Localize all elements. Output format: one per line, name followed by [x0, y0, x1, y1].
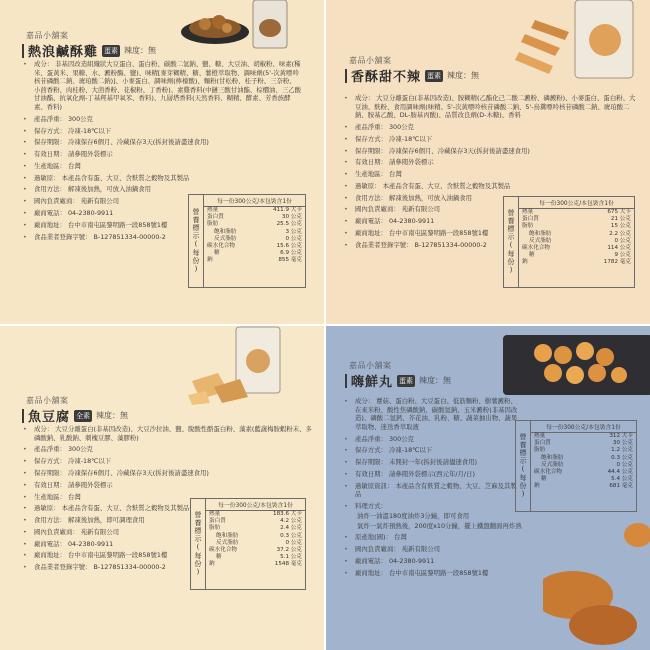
nutrient-value: 1548 毫克 — [274, 561, 302, 568]
diet-badge: 蛋素 — [104, 46, 119, 55]
product-photo-fish-tofu — [188, 325, 308, 405]
divider-vertical — [324, 0, 326, 650]
nutrition-header: 每一份300公克/本包裝含1份 — [531, 421, 636, 433]
nutrient-name: 糖 — [214, 250, 220, 257]
nutrient-value: 3 公克 — [285, 228, 302, 235]
nutrient-name: 飽和脂肪 — [541, 454, 564, 461]
nutrient-name: 脂肪 — [207, 221, 219, 228]
info-key: 有效日期： — [355, 469, 387, 478]
info-key: 生產地區： — [34, 161, 66, 170]
info-key: 食品業者登錄字號： — [34, 232, 92, 241]
nutrient-value: 25.5 公克 — [276, 221, 302, 228]
nutrient-value: 37.2 公克 — [276, 547, 302, 554]
info-key: 國內負責廠商： — [355, 545, 400, 554]
info-item — [20, 174, 302, 183]
info-item — [20, 425, 312, 442]
info-value: 冷凍-18℃以下 — [67, 457, 112, 466]
info-value: 300公克 — [388, 434, 414, 443]
info-value: 大豆分離蛋白(非基因改造)、胺糊精(乙酯化己二酸二澱粉、磷澱粉)、小麥蛋白、蛋白粉、大豆油、麩粉、食用調味劑(味精、5'-次黃嘌呤核苷磷酸二鈉、5'-鳥糞嘌呤核苷磷酸二鈉、琥珀酸二鈉、胺基乙酸、DL-胺基丙酸)、品質改良劑(D-木糖)、香料 — [355, 94, 636, 120]
info-key: 產品淨重： — [34, 445, 66, 454]
info-value: 本產品含有麩質之穀物、大豆、芝麻及其製品 — [355, 481, 517, 499]
info-value: 本產品含有蛋、大豆、含麩質之穀物及其製品 — [61, 504, 190, 513]
nutrient-name: 糖 — [216, 554, 222, 561]
title-bar — [22, 409, 24, 423]
nutrient-value: 44.4 公克 — [607, 469, 633, 476]
info-item — [341, 135, 639, 144]
info-key: 保存方式： — [34, 457, 66, 466]
info-key: 國內負責廠商： — [34, 527, 79, 536]
nutrient-value: 30 公克 — [612, 440, 633, 447]
nutrient-value: 0 公克 — [285, 539, 302, 546]
info-key: 國內負責廠商： — [34, 197, 79, 206]
nutrition-row — [204, 236, 305, 243]
nutrient-value: 4.2 公克 — [280, 518, 302, 525]
info-key: 食品業者登錄字號： — [355, 240, 413, 249]
info-item — [341, 458, 523, 467]
info-key: 過敏原： — [34, 173, 60, 182]
nutrient-value: 0 公克 — [616, 461, 633, 468]
nutrient-name: 鈉 — [534, 483, 540, 490]
info-key: 料理方式： — [355, 502, 387, 511]
nutrient-name: 熱量 — [207, 207, 219, 213]
info-item — [341, 435, 523, 444]
nutrient-name: 糖 — [541, 476, 547, 483]
nutrient-name: 碳水化合物 — [209, 547, 237, 554]
info-value: 台中市南屯區黎明路一段858號1樓 — [388, 229, 489, 237]
product-title: 香酥甜不辣 — [351, 70, 422, 85]
info-key: 成分： — [34, 425, 54, 433]
spice-level: 辣度：無 — [96, 411, 129, 420]
diet-badge: 蛋素 — [427, 71, 442, 80]
nutrient-value: 411.9 大卡 — [273, 207, 302, 213]
info-value: 苑新有限公司 — [80, 197, 120, 206]
info-value: 台中市南屯區黎明路一段858號1樓 — [67, 220, 168, 229]
info-key: 保存方式： — [355, 134, 387, 143]
nutrient-value: 6.9 公克 — [280, 250, 302, 257]
info-value: 台灣 — [67, 161, 81, 170]
nutrition-row — [206, 561, 305, 568]
info-item — [341, 170, 639, 179]
nutrient-name: 飽和脂肪 — [216, 532, 239, 539]
nutrition-row — [531, 447, 636, 454]
nutrition-row — [204, 257, 305, 264]
info-item — [341, 533, 523, 542]
info-item — [20, 445, 312, 454]
info-key: 廠商電話： — [355, 217, 387, 226]
info-value: 300公克 — [67, 445, 93, 454]
nutrient-value: 5.4 公克 — [611, 476, 633, 483]
nutrient-value: 2.4 公克 — [280, 525, 302, 532]
info-value: 冷凍-18℃以下 — [388, 134, 433, 143]
panel-fish-tofu — [0, 325, 325, 650]
nutrient-name: 蛋白質 — [522, 216, 539, 223]
info-value: 油炸一油溫180度油炸3分鐘，即可食用 — [357, 511, 470, 520]
nutrient-name: 鈉 — [207, 257, 213, 264]
nutrient-value: 21 公克 — [610, 216, 631, 223]
nutrition-table — [188, 194, 306, 288]
product-photo-fried-chicken — [175, 0, 295, 50]
nutrition-row — [531, 455, 636, 462]
info-value: 300公克 — [388, 122, 414, 131]
info-key: 廠商地址： — [34, 220, 66, 229]
info-item — [341, 545, 523, 554]
info-value: 冷凍-18℃以下 — [388, 446, 433, 455]
info-key: 保存方式： — [34, 126, 66, 135]
info-value: 未開封一年(拆封後請儘速食用) — [388, 458, 478, 467]
info-key: 廠商地址： — [34, 551, 66, 560]
info-key: 產品淨重： — [355, 122, 387, 131]
info-value: B-127851334-00000-2 — [93, 232, 166, 241]
info-value: 台灣 — [67, 492, 81, 501]
nutrition-row — [204, 229, 305, 236]
info-key: 有效日期： — [34, 150, 66, 159]
nutrient-value: 0.3 公克 — [611, 454, 633, 461]
nutrient-value: 5.1 公克 — [280, 554, 302, 561]
nutrition-row — [206, 533, 305, 540]
info-value: 300公克 — [67, 114, 93, 123]
nutrient-name: 熱量 — [209, 511, 221, 517]
nutrition-table — [503, 196, 635, 288]
info-key: 廠商地址： — [355, 568, 387, 577]
nutrient-name: 熱量 — [534, 433, 546, 439]
info-key: 過敏原： — [355, 181, 381, 190]
info-key: 原產地(國)： — [355, 533, 392, 542]
info-key: 廠商地址： — [355, 229, 387, 237]
info-key: 廠商電話： — [34, 209, 66, 217]
title-row — [345, 66, 479, 85]
info-value: 冷凍保存6個月、冷藏保存3天(拆封後請盡速食用) — [67, 468, 209, 477]
info-value: 解凍後加熱，即可調理食用 — [67, 516, 145, 525]
info-value: 04-2380-9911 — [67, 539, 114, 548]
info-value: 請參閱外袋標示 — [67, 480, 113, 489]
diet-badge: 蛋素 — [399, 376, 414, 385]
info-key: 過敏原資訊： — [355, 481, 394, 490]
info-value: 冷凍保存6個月、冷藏保存3天(拆封後請盡速食用) — [67, 138, 209, 147]
spice-level: 辣度：無 — [447, 71, 480, 80]
info-key: 食用方法： — [355, 193, 387, 202]
info-value: 台中市南屯區黎明路一段858號1樓 — [67, 551, 168, 560]
product-photo-tempura — [505, 0, 645, 80]
nutrient-name: 鈉 — [522, 259, 528, 266]
info-item — [341, 512, 523, 521]
info-value: 本產品含有蛋、大豆、含麩質之穀物及其製品 — [382, 181, 511, 190]
product-info-list — [341, 397, 523, 581]
info-key: 保存期限： — [355, 458, 387, 467]
nutrition-row — [206, 525, 305, 532]
info-key: 廠商電話： — [34, 539, 66, 548]
info-key: 有效日期： — [355, 158, 387, 167]
nutrient-name: 脂肪 — [534, 447, 546, 454]
info-item — [20, 150, 302, 159]
info-value: 大豆分離蛋白(非基因改造)、大豆沙拉油、鹽、脫酸性酪蛋白粉、藻素(藍蔬梅胺蝦粉末、多磷酸鈉、乳酸鈉、刺槐豆膠、藻膠粉) — [34, 425, 312, 442]
info-key: 生產地區： — [355, 170, 387, 179]
info-item — [341, 94, 639, 120]
brand-label: 嘉品小舖案 — [349, 361, 392, 370]
nutrition-row — [519, 238, 634, 245]
nutrition-row — [531, 462, 636, 469]
title-bar — [345, 374, 347, 388]
nutrient-value: 0 公克 — [614, 237, 631, 244]
info-value: 蕈菇、蛋白粉、大豆蛋白、低筋麵粉、樹薯澱粉、在來米粉、酸性焦磷酸鈉、碳酸氫鈉、玉米澱粉(非基因改造)、磷酸二氫鈣、芥花油、乳粉、糖、蔬菜抽出物、蔬果萃取物、迷迭香萃取液 — [355, 397, 518, 431]
info-key: 生產地區： — [34, 492, 66, 501]
info-key: 廠商電話： — [355, 556, 387, 565]
title-bar — [22, 44, 24, 58]
brand-label: 嘉品小舖案 — [26, 31, 69, 40]
info-item — [20, 138, 302, 147]
info-item — [341, 123, 639, 132]
product-title: 魚豆腐 — [28, 410, 71, 425]
info-item — [341, 502, 523, 511]
nutrient-name: 蛋白質 — [534, 440, 551, 447]
info-value: B-127851334-00000-2 — [93, 563, 166, 572]
nutrient-value: 15 公克 — [610, 223, 631, 230]
nutrient-value: 30 公克 — [281, 214, 302, 221]
info-value: 冷凍-18℃以下 — [67, 126, 112, 135]
nutrient-name: 飽和脂肪 — [214, 228, 237, 235]
info-item — [20, 127, 302, 136]
info-value: 台灣 — [388, 170, 402, 179]
info-item — [20, 185, 302, 194]
info-value: 非基因改造組織狀大豆蛋白、蛋白粉、碳酸二氫鈉、鹽、糖、大豆油、胡椒粉、味素(稀米、蛋黃米、果糖、水、澱粉酶、鹽)、味精[麥芽糊精、糖、薯橙萃取物、調味劑(5'-次黃嘌呤核苷磷酸二鈉、琥珀酸二鈉)]、小麥蛋白、調味劑(檸檬酸)、麵粉(甘松粉、桂子粉、三奈粉、小茴香粉、肉桂粉、大茴香粉、花椒粉、丁香粉)、素雞香料(中鏈三酸甘油酯、棕櫚油、三乙酸甘油酯、抗氧化劑-丁基羥基甲氧苯、香料)、九層塔香料(天然香料、糊精、酵素、芳香族酵素、香料) — [34, 60, 302, 111]
nutrient-name: 熱量 — [522, 209, 534, 215]
info-value: 苑新有限公司 — [80, 527, 120, 536]
nutrition-row — [204, 221, 305, 228]
nutrient-name: 碳水化合物 — [207, 243, 235, 250]
title-row — [22, 41, 156, 60]
nutrient-name: 脂肪 — [522, 223, 534, 230]
info-value: 解凍後加熱，可放入油鍋食用 — [388, 193, 473, 202]
nutrient-value: 1782 毫克 — [603, 259, 631, 266]
nutrient-name: 糖 — [529, 252, 535, 259]
nutrient-value: 312 大卡 — [609, 433, 633, 439]
brand-label: 嘉品小舖案 — [26, 396, 69, 405]
spice-level: 辣度：無 — [124, 46, 157, 55]
nutrient-name: 飽和脂肪 — [529, 230, 552, 237]
nutrition-table — [190, 498, 306, 590]
nutrition-row — [519, 259, 634, 266]
info-key: 食品業者登錄字號： — [34, 563, 92, 572]
spice-level: 辣度：無 — [419, 376, 452, 385]
title-row — [345, 371, 451, 390]
info-key: 有效日期： — [34, 480, 66, 489]
nutrition-table — [515, 420, 637, 512]
panel-fried-chicken — [0, 0, 325, 325]
info-item — [341, 569, 523, 578]
info-item — [341, 158, 639, 167]
product-title: 嗨鮮丸 — [351, 375, 394, 390]
info-key: 成分： — [355, 94, 375, 102]
info-key: 食用方法： — [34, 516, 66, 525]
info-value: 冷凍保存6個月、冷藏保存3天(拆封後請盡速食用) — [388, 146, 530, 155]
info-value: 台中市南屯區黎明路一段858號1樓 — [388, 568, 489, 577]
brand-label: 嘉品小舖案 — [349, 56, 392, 65]
info-value: 台灣 — [393, 533, 407, 542]
nutrition-label: 營養標示(每份) — [191, 499, 206, 589]
info-value: 請參閱外袋標示(西元年/月/日) — [388, 469, 475, 478]
nutrient-name: 蛋白質 — [209, 518, 226, 525]
nutrition-label: 營養標示(每份) — [516, 421, 531, 511]
info-key: 保存期限： — [34, 138, 66, 147]
product-title: 熱浪鹹酥雞 — [28, 45, 99, 60]
info-value: 04-2380-9911 — [388, 217, 435, 226]
info-key: 保存方式： — [355, 446, 387, 455]
info-key: 保存期限： — [355, 146, 387, 155]
panel-mushroom-balls — [325, 325, 650, 650]
info-value: 04-2380-9911 — [388, 556, 435, 565]
info-item — [341, 147, 639, 156]
nutrient-value: 183.6 大卡 — [273, 511, 302, 517]
info-key: 成分： — [355, 397, 375, 405]
nutrition-row — [519, 223, 634, 230]
info-item — [20, 162, 302, 171]
info-value: 請參閱外袋標示 — [388, 158, 434, 167]
info-key: 國內負責廠商： — [355, 205, 400, 214]
nutrient-name: 反式脂肪 — [541, 461, 564, 468]
info-item — [20, 60, 302, 112]
info-item — [341, 182, 639, 191]
info-value: 04-2380-9911 — [67, 209, 114, 217]
info-value: 苑新有限公司 — [401, 545, 441, 554]
info-item — [20, 115, 302, 124]
info-value: 解凍後加熱，可放入油鍋食用 — [67, 185, 152, 194]
nutrient-value: 0.3 公克 — [280, 532, 302, 539]
nutrient-name: 反式脂肪 — [529, 237, 552, 244]
nutrient-name: 蛋白質 — [207, 214, 224, 221]
nutrient-value: 15.6 公克 — [276, 243, 302, 250]
info-value: 苑新有限公司 — [401, 205, 441, 214]
nutrient-value: 114 公克 — [607, 245, 631, 252]
nutrition-row — [531, 483, 636, 490]
info-item — [20, 481, 312, 490]
info-value: 氣炸一氣炸預熱後，200度x10分鐘，擺上鐵盤翻面再炸熟 — [357, 521, 522, 530]
nutrient-name: 反式脂肪 — [214, 235, 237, 242]
info-item — [341, 557, 523, 566]
info-key: 過敏原： — [34, 504, 60, 513]
nutrient-name: 鈉 — [209, 561, 215, 568]
nutrient-name: 碳水化合物 — [522, 245, 550, 252]
nutrient-value: 0 公克 — [285, 235, 302, 242]
nutrient-value: 9 公克 — [614, 252, 631, 259]
info-key: 保存期限： — [34, 468, 66, 477]
product-photo-mushroom-balls — [493, 325, 650, 405]
nutrient-value: 2.2 公克 — [609, 230, 631, 237]
nutrient-name: 脂肪 — [209, 525, 221, 532]
info-value: 請參閱外袋標示 — [67, 150, 113, 159]
product-photo-mushroom-balls-fried — [543, 515, 650, 650]
title-bar — [345, 69, 347, 83]
nutrition-header: 每一份300公克/本包裝含1份 — [206, 499, 305, 511]
info-item — [20, 469, 312, 478]
nutrient-name: 反式脂肪 — [216, 539, 239, 546]
info-value: B-127851334-00000-2 — [414, 240, 487, 249]
info-item — [341, 470, 523, 479]
info-value: 本產品含有蛋、大豆、含麩質之穀物及其製品 — [61, 173, 190, 182]
nutrition-label: 營養標示(每份) — [504, 197, 519, 287]
panel-tempura — [325, 0, 650, 325]
nutrition-row — [519, 231, 634, 238]
info-item — [20, 457, 312, 466]
nutrition-row — [206, 540, 305, 547]
title-row — [22, 406, 128, 425]
nutrient-value: 675 大卡 — [607, 209, 631, 215]
info-item — [341, 446, 523, 455]
info-item — [341, 397, 523, 431]
info-key: 產品淨重： — [34, 114, 66, 123]
info-item — [341, 482, 523, 499]
nutrient-value: 1.2 公克 — [611, 447, 633, 454]
info-item — [341, 522, 523, 531]
nutrition-header: 每一份300公克/本包裝含1份 — [204, 195, 305, 207]
info-key: 食用方法： — [34, 185, 66, 194]
nutrient-name: 碳水化合物 — [534, 469, 562, 476]
nutrient-value: 681 毫克 — [609, 483, 633, 490]
info-key: 成分： — [34, 60, 54, 68]
diet-badge: 全素 — [76, 411, 91, 420]
nutrient-value: 855 毫克 — [278, 257, 302, 264]
nutrition-label: 營養標示(每份) — [189, 195, 204, 287]
nutrition-header: 每一份300公克/本包裝含1份 — [519, 197, 634, 209]
info-key: 產品淨重： — [355, 434, 387, 443]
